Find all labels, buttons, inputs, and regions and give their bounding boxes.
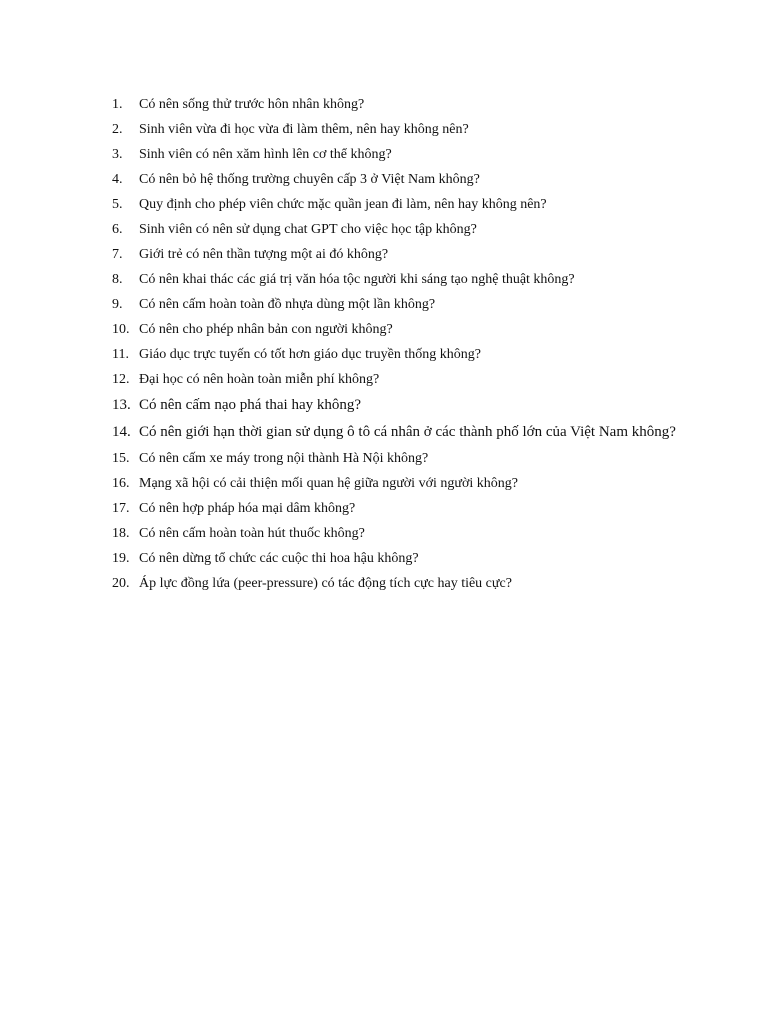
question-text: Giáo dục trực tuyến có tốt hơn giáo dục truyền thống không?: [139, 347, 481, 362]
question-number: 13.: [112, 397, 131, 413]
question-number: 12.: [112, 372, 130, 387]
question-text: Có nên giới hạn thời gian sử dụng ô tô cá nhân ở các thành phố lớn của Việt Nam không?: [139, 424, 676, 440]
question-text: Có nên cấm hoàn toàn hút thuốc không?: [139, 526, 365, 541]
list-item: [112, 367, 676, 392]
question-number: 7.: [112, 247, 123, 262]
question-text: Có nên cấm xe máy trong nội thành Hà Nội không?: [139, 451, 429, 466]
question-number: 15.: [112, 451, 130, 466]
question-number: 17.: [112, 501, 130, 516]
question-number: 19.: [112, 551, 130, 566]
question-number: 9.: [112, 297, 123, 312]
list-item: [112, 521, 676, 546]
question-text: Có nên bỏ hệ thống trường chuyên cấp 3 ở Việt Nam không?: [139, 172, 480, 187]
question-number: 16.: [112, 476, 130, 491]
question-number: 14.: [112, 424, 131, 440]
list-item: [112, 117, 676, 142]
list-item: [112, 571, 676, 596]
question-number: 1.: [112, 97, 123, 112]
question-text: Sinh viên có nên xăm hình lên cơ thể không?: [139, 147, 392, 162]
list-item: [112, 496, 676, 521]
list-item: [112, 392, 676, 419]
question-number: 5.: [112, 197, 123, 212]
question-text: Sinh viên có nên sử dụng chat GPT cho việc học tập không?: [139, 222, 477, 237]
question-text: Mạng xã hội có cải thiện mối quan hệ giữa người với người không?: [139, 476, 518, 491]
list-item: [112, 317, 676, 342]
question-text: Có nên sống thử trước hôn nhân không?: [139, 97, 365, 112]
list-item: [112, 167, 676, 192]
question-text: Có nên cấm nạo phá thai hay không?: [139, 397, 362, 413]
question-text: Có nên cho phép nhân bản con người không?: [139, 322, 393, 337]
question-number: 3.: [112, 147, 123, 162]
list-item: [112, 546, 676, 571]
question-text: Có nên khai thác các giá trị văn hóa tộc người khi sáng tạo nghệ thuật không?: [139, 272, 575, 287]
question-number: 10.: [112, 322, 130, 337]
question-text: Có nên dừng tổ chức các cuộc thi hoa hậu không?: [139, 551, 419, 566]
question-list: [112, 92, 676, 596]
question-number: 20.: [112, 576, 130, 591]
question-text: Có nên cấm hoàn toàn đồ nhựa dùng một lần không?: [139, 297, 436, 312]
question-text: Có nên hợp pháp hóa mại dâm không?: [139, 501, 356, 516]
question-number: 6.: [112, 222, 123, 237]
list-item: [112, 446, 676, 471]
question-text: Áp lực đồng lứa (peer-pressure) có tác động tích cực hay tiêu cực?: [139, 576, 512, 591]
list-item: [112, 192, 676, 217]
question-text: Quy định cho phép viên chức mặc quần jean đi làm, nên hay không nên?: [139, 197, 547, 212]
list-item: [112, 419, 676, 446]
question-number: 8.: [112, 272, 123, 287]
question-text: Sinh viên vừa đi học vừa đi làm thêm, nên hay không nên?: [139, 122, 469, 137]
question-text: Đại học có nên hoàn toàn miễn phí không?: [139, 372, 380, 387]
question-number: 18.: [112, 526, 130, 541]
question-number: 4.: [112, 172, 123, 187]
list-item: [112, 142, 676, 167]
list-item: [112, 292, 676, 317]
question-number: 2.: [112, 122, 123, 137]
list-item: [112, 217, 676, 242]
list-item: [112, 342, 676, 367]
list-item: [112, 267, 676, 292]
list-item: [112, 242, 676, 267]
question-number: 11.: [112, 347, 129, 362]
list-item: [112, 92, 676, 117]
list-item: [112, 471, 676, 496]
question-text: Giới trẻ có nên thần tượng một ai đó không?: [139, 247, 389, 262]
